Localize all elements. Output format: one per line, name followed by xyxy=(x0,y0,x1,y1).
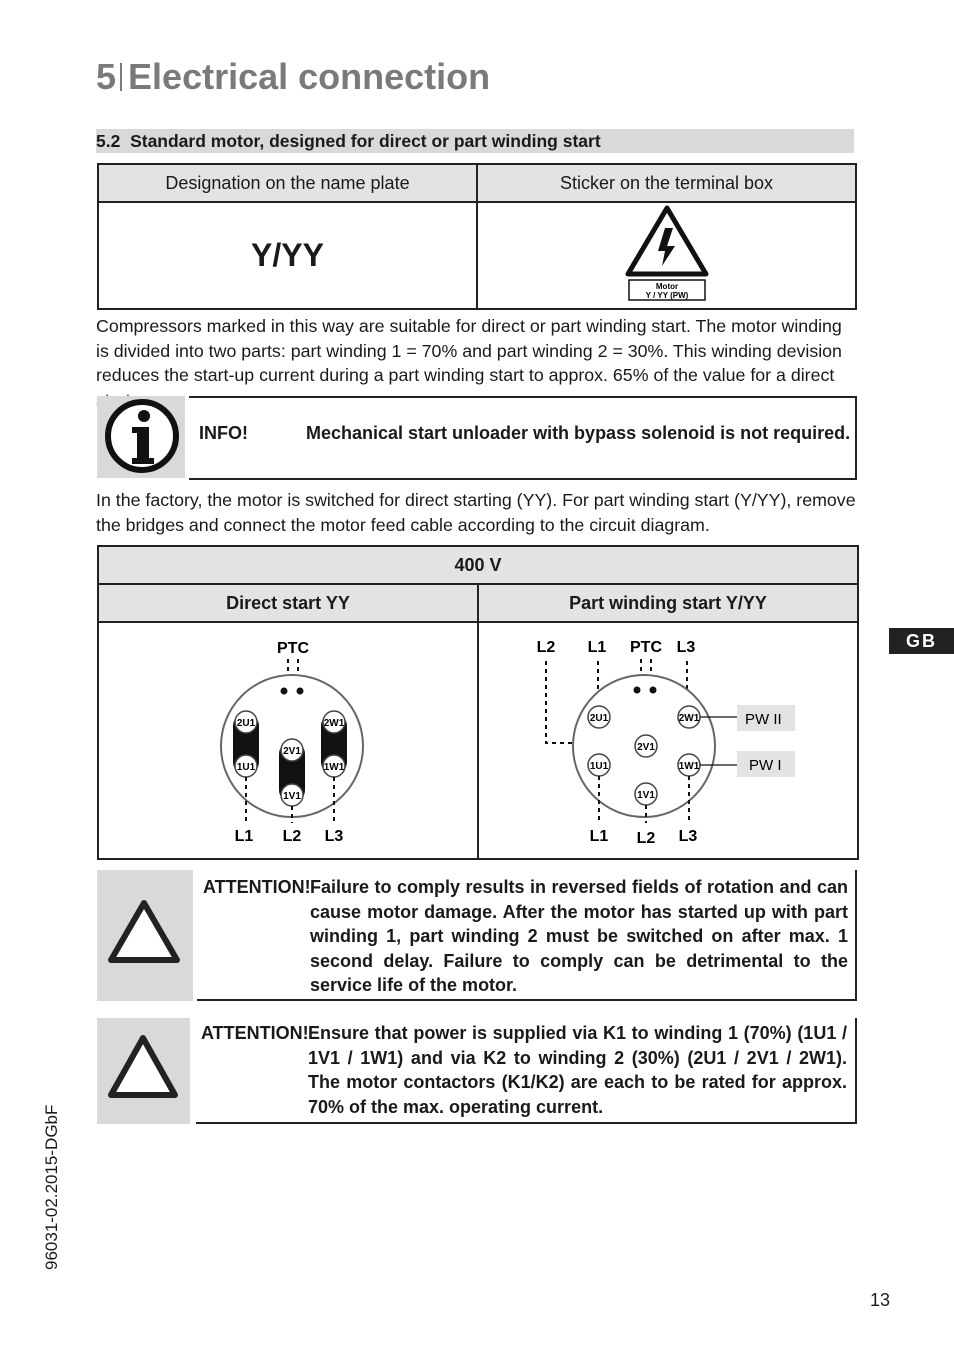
designation-value: Y/YY xyxy=(251,237,324,273)
nameplate-table xyxy=(97,163,857,310)
pw-line-l1-top: L1 xyxy=(587,639,607,656)
pw1-label: PW I xyxy=(749,757,782,774)
wiring-table xyxy=(97,545,859,860)
chapter-title: Electrical connection xyxy=(128,56,491,97)
attention2-text: Ensure that power is supplied via K1 to winding 1 (70%) (1U1 / 1V1 / 1W1) and via K2 to winding 2 (30%) (2U1 / 2V1 / 2W1). The motor contactors (K1/K2) are each to be rated for approx. 70% of the max. operating current. xyxy=(308,1023,847,1117)
terminal-1w1: 1W1 xyxy=(323,762,345,773)
sticker-line2: Y / YY (PW) xyxy=(645,291,688,300)
pw-terminal-1w1: 1W1 xyxy=(678,761,700,772)
nameplate-col1-header: Designation on the name plate xyxy=(98,164,477,202)
chapter-heading xyxy=(96,56,490,98)
info-icon xyxy=(97,396,185,478)
line-l3: L3 xyxy=(324,828,344,845)
pw-line-l2-top: L2 xyxy=(536,639,556,656)
terminal-1u1: 1U1 xyxy=(236,762,256,773)
part-winding-header: Part winding start Y/YY xyxy=(478,584,858,622)
chapter-separator xyxy=(120,63,122,91)
terminal-2v1: 2V1 xyxy=(283,746,301,757)
chapter-number: 5 xyxy=(96,56,117,97)
info-icon-background xyxy=(97,396,185,478)
paragraph-factory-setting: In the factory, the motor is switched for direct starting (YY). For part winding start (Y/YY), remove the bridges and connect the motor feed cable according to the circuit diagram. xyxy=(96,490,856,535)
terminal-2u1: 2U1 xyxy=(236,718,256,729)
attention2-label: ATTENTION! xyxy=(201,1023,309,1043)
pw-terminal-1v1: 1V1 xyxy=(637,790,655,801)
pw2-label: PW II xyxy=(745,711,782,728)
pw-terminal-1u1: 1U1 xyxy=(589,761,609,772)
line-l2: L2 xyxy=(282,828,302,845)
ptc-label: PTC xyxy=(277,640,309,657)
sticker-line1: Motor xyxy=(655,282,678,291)
page-number: 13 xyxy=(870,1290,891,1310)
sticker-cell xyxy=(477,202,856,309)
pw-terminal-2w1: 2W1 xyxy=(678,713,700,724)
pw-line-l3-top: L3 xyxy=(676,639,696,656)
pw-terminal-2v1: 2V1 xyxy=(637,742,655,753)
direct-start-diagram-cell xyxy=(98,622,478,859)
terminal-1v1: 1V1 xyxy=(283,791,301,802)
part-winding-diagram xyxy=(479,623,857,853)
pw-terminal-2u1: 2U1 xyxy=(589,713,609,724)
direct-start-header: Direct start YY xyxy=(98,584,478,622)
voltage-header: 400 V xyxy=(98,546,858,584)
section-heading xyxy=(96,129,854,153)
attention1-label: ATTENTION! xyxy=(203,877,311,897)
high-voltage-sticker xyxy=(617,204,717,302)
line-l1: L1 xyxy=(234,828,254,845)
attention1-icon-background xyxy=(97,870,193,1001)
pw-ptc-label: PTC xyxy=(630,639,662,656)
info-text: Mechanical start unloader with bypass solenoid is not required. xyxy=(306,423,851,443)
pw-line-l1-bottom: L1 xyxy=(589,828,609,845)
attention2-icon-background xyxy=(97,1018,190,1124)
info-label: INFO! xyxy=(199,423,248,443)
nameplate-col2-header: Sticker on the terminal box xyxy=(477,164,856,202)
warning-triangle-icon xyxy=(97,870,193,1001)
part-winding-diagram-cell xyxy=(478,622,858,859)
paragraph-motor-winding: Compressors marked in this way are suitable for direct or part winding start. The motor winding is divided into two parts: part winding 1 = 70% and part winding 2 = 30%. This winding devision reduces the start-up current during a part winding start to approx. 65% of the value for a direct xyxy=(96,316,842,385)
section-title: Standard motor, designed for direct or part winding start xyxy=(130,131,601,151)
document-number: 96031-02.2015-DGbF xyxy=(42,1104,61,1270)
language-tab-gb: GB xyxy=(889,628,954,654)
designation-cell xyxy=(98,202,477,309)
pw-line-l2-bottom: L2 xyxy=(636,830,656,847)
section-number: 5.2 xyxy=(96,131,121,151)
pw-line-l3-bottom: L3 xyxy=(678,828,698,845)
info-box xyxy=(97,396,857,478)
attention1-text: Failure to comply results in reversed fields of rotation and can cause motor damage. After the motor has started up with part winding 1, part winding 2 must be switched on after max. 1 second delay. Failure to comply can be detrimental to the service life of the motor. xyxy=(310,877,848,995)
direct-start-diagram xyxy=(99,623,477,853)
warning-triangle-icon xyxy=(97,1018,190,1124)
terminal-2w1: 2W1 xyxy=(323,718,345,729)
